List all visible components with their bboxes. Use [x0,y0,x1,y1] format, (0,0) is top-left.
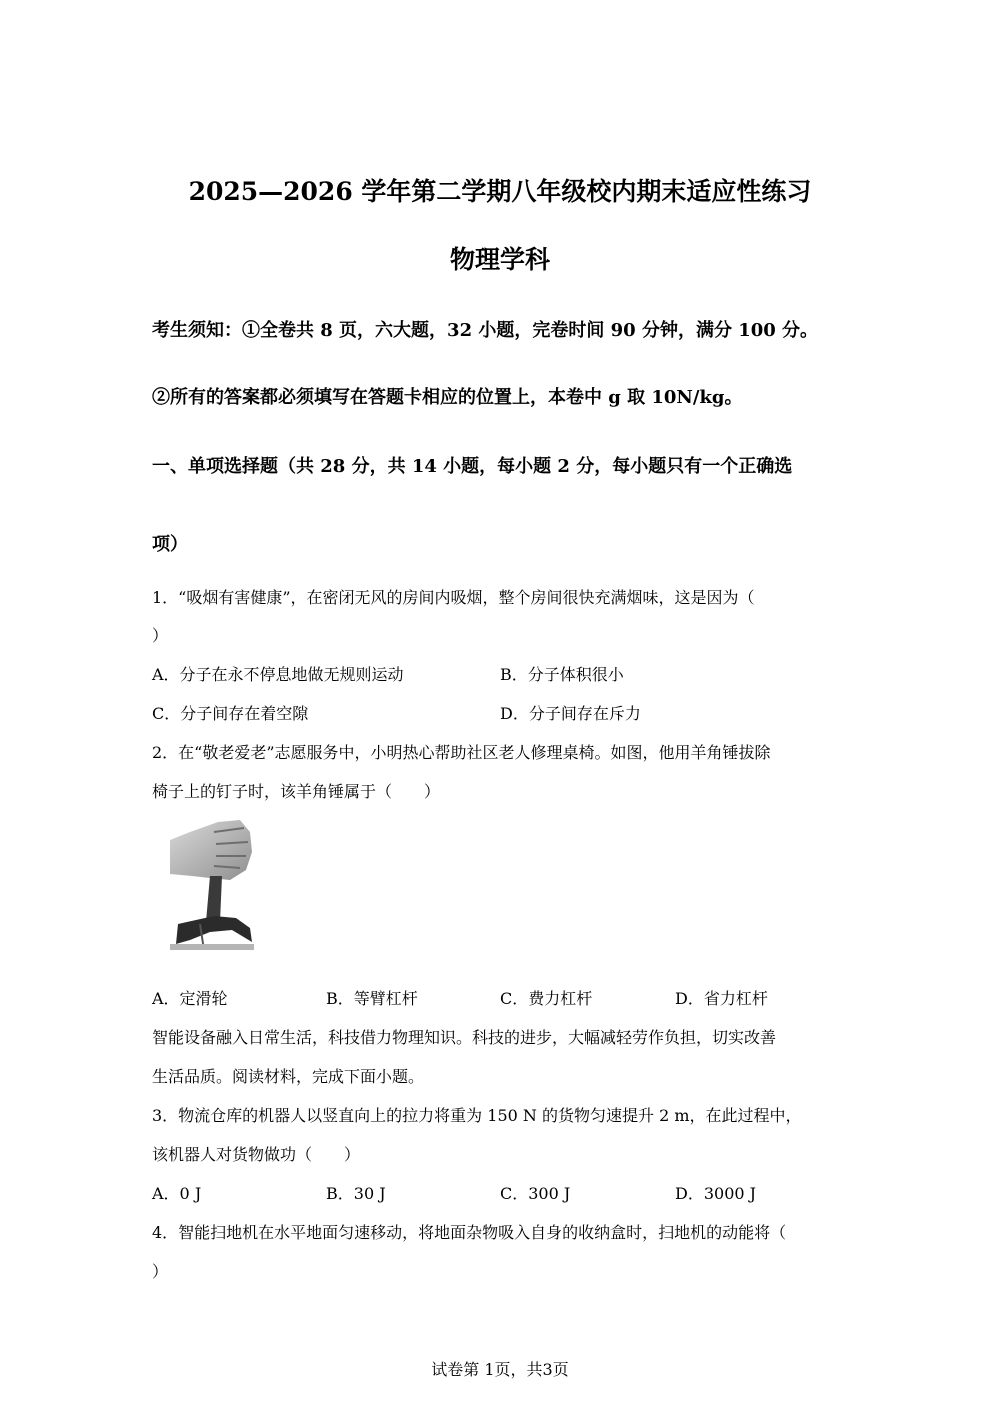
question-2-option-b: B．等臂杠杆 [326,989,418,1008]
question-1-option-c: C．分子间存在着空隙 [152,704,309,723]
question-1-stem-cont: ） [152,626,169,645]
material-text-cont: 生活品质。阅读材料，完成下面小题。 [152,1067,425,1086]
question-2-stem: 2．在“敬老爱老”志愿服务中，小明热心帮助社区老人修理桌椅。如图，他用羊角锤拔除 [152,743,771,762]
question-3-option-d: D．3000 J [675,1184,757,1203]
page-footer: 试卷第 1页，共3页 [431,1360,569,1379]
question-2-option-d: D．省力杠杆 [675,989,768,1008]
question-3-stem: 3．物流仓库的机器人以竖直向上的拉力将重为 150 N 的货物匀速提升 2 m，在此过程中， [152,1106,802,1125]
question-3-option-b: B．30 J [326,1184,386,1203]
section-heading-cont: 项） [152,534,188,555]
subject-title: 物理学科 [449,245,550,274]
exam-title: 2025—2026 学年第二学期八年级校内期末适应性练习 [188,177,812,206]
hammer-pulling-nail-image [170,818,254,950]
question-4-stem: 4．智能扫地机在水平地面匀速移动，将地面杂物吸入自身的收纳盒时，扫地机的动能将（ [152,1223,787,1242]
section-heading: 一、单项选择题（共 28 分，共 14 小题，每小题 2 分，每小题只有一个正确选 [152,456,793,477]
question-4-stem-cont: ） [152,1262,169,1281]
question-3-option-a: A．0 J [152,1184,202,1203]
notice-line-2: ②所有的答案都必须填写在答题卡相应的位置上，本卷中 g 取 10N/kg。 [152,387,743,408]
question-1-stem: 1．“吸烟有害健康”，在密闭无风的房间内吸烟，整个房间很快充满烟味，这是因为（ [152,588,755,607]
question-1-option-b: B．分子体积很小 [500,665,624,684]
question-1-option-d: D．分子间存在斥力 [500,704,641,723]
question-3-option-c: C．300 J [500,1184,571,1203]
question-2-option-c: C．费力杠杆 [500,989,593,1008]
question-2-stem-cont: 椅子上的钉子时，该羊角锤属于（ ） [152,782,441,801]
question-1-option-a: A．分子在永不停息地做无规则运动 [152,665,404,684]
question-2-option-a: A．定滑轮 [152,989,228,1008]
material-text: 智能设备融入日常生活，科技借力物理知识。科技的进步，大幅减轻劳作负担，切实改善 [152,1028,777,1047]
question-3-stem-cont: 该机器人对货物做功（ ） [152,1145,361,1164]
notice-line-1: 考生须知：①全卷共 8 页，六大题，32 小题，完卷时间 90 分钟，满分 100 分。 [152,320,819,341]
